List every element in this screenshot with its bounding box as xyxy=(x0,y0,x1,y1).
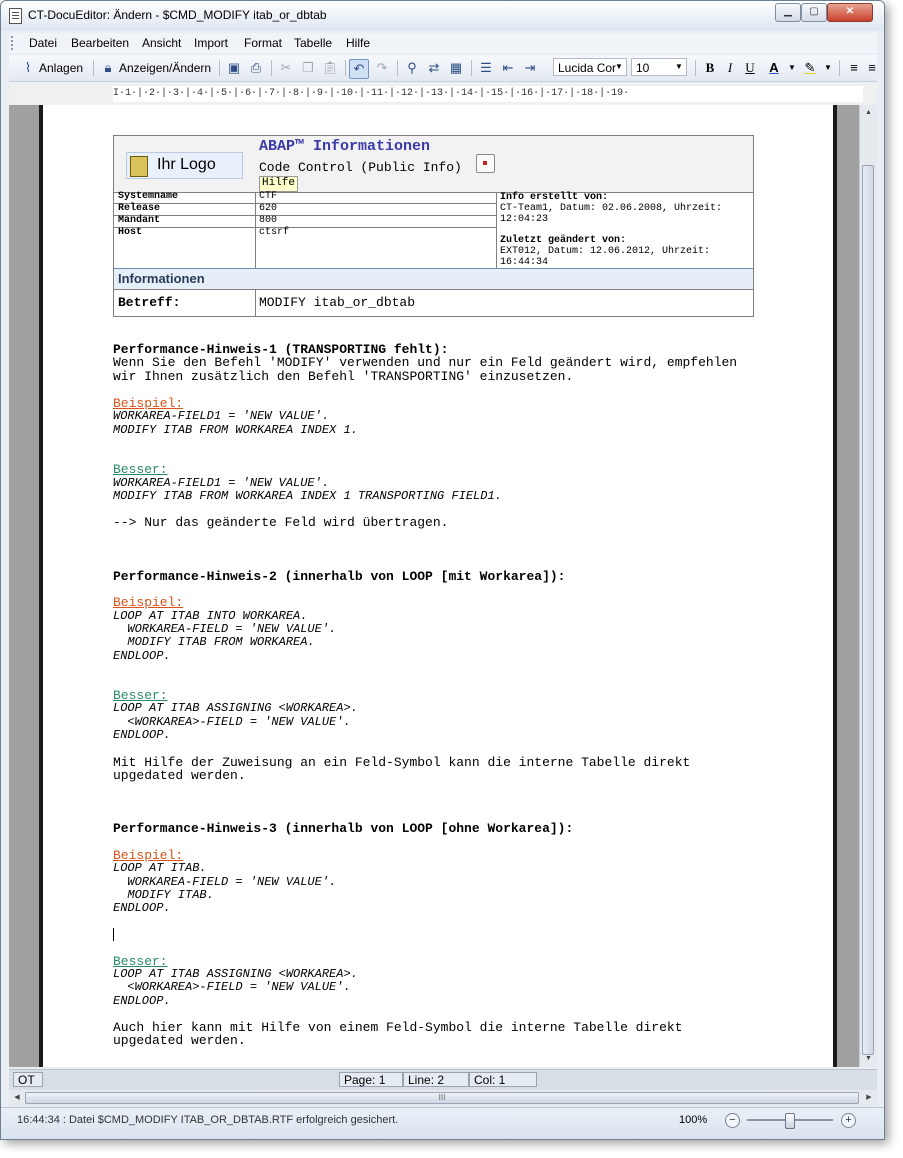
code-line: MODIFY ITAB FROM WORKAREA INDEX 1. xyxy=(113,423,358,437)
text-cursor xyxy=(113,928,114,941)
editor-status-bar xyxy=(9,1069,877,1090)
anlagen-button[interactable]: Anlagen xyxy=(39,61,84,75)
toolbar-separator xyxy=(471,60,472,76)
italic-icon[interactable]: I xyxy=(727,60,733,75)
menu-datei[interactable]: Datei xyxy=(29,36,58,50)
zoom-out-icon[interactable]: − xyxy=(725,1113,740,1128)
informationen-header xyxy=(114,268,753,290)
maximize-button[interactable]: ▢ xyxy=(801,3,827,22)
scroll-left-icon[interactable]: ◀ xyxy=(14,1094,20,1101)
hint1-text: wir Ihnen zusätzlich den Befehl 'TRANSPORTING' einzusetzen. xyxy=(113,369,574,384)
code-control-text: Code Control (Public Info) xyxy=(259,160,462,175)
code-line: LOOP AT ITAB INTO WORKAREA. xyxy=(113,609,308,623)
hint3-heading: Performance-Hinweis-3 (innerhalb von LOOP [ohne Workarea]): xyxy=(113,821,574,836)
hint2-heading: Performance-Hinweis-2 (innerhalb von LOOP [mit Workarea]): xyxy=(113,569,566,584)
zoom-level: 100% xyxy=(679,1114,708,1126)
chevron-down-icon[interactable]: ▼ xyxy=(824,63,832,72)
font-size-select[interactable] xyxy=(631,58,687,76)
window-title: CT-DocuEditor: Ändern - $CMD_MODIFY itab_or_dbtab xyxy=(28,8,327,22)
horizontal-scroll-thumb[interactable]: III xyxy=(25,1092,859,1104)
sys-key: Mandant xyxy=(118,215,161,226)
code-line: <WORKAREA>-FIELD = 'NEW VALUE'. xyxy=(113,980,351,994)
hint2-note: Mit Hilfe der Zuweisung an ein Feld-Symbol kann die interne Tabelle direkt xyxy=(113,755,691,770)
chevron-down-icon: ▼ xyxy=(675,62,683,71)
code-line: LOOP AT ITAB ASSIGNING <WORKAREA>. xyxy=(113,701,358,715)
abap-info-cell xyxy=(255,136,753,193)
info-changed-line2: 16:44:34 xyxy=(500,257,549,268)
line-indicator: Line: 2 xyxy=(403,1072,469,1087)
redo-icon[interactable]: ↷ xyxy=(376,60,388,75)
chevron-down-icon[interactable]: ▼ xyxy=(788,63,796,72)
align-center-icon[interactable]: ≡ xyxy=(868,60,876,75)
window-status-bar xyxy=(1,1107,884,1140)
code-line: WORKAREA-FIELD = 'NEW VALUE'. xyxy=(113,622,337,636)
hilfe-tooltip: Hilfe xyxy=(259,176,298,192)
toolbar xyxy=(9,55,877,82)
hint1-note: --> Nur das geänderte Feld wird übertragen. xyxy=(113,515,449,530)
hint1-text: Wenn Sie den Befehl 'MODIFY' verwenden und nur ein Feld geändert wird, empfehlen xyxy=(113,355,738,370)
underline-icon[interactable]: U xyxy=(745,60,755,75)
vertical-scroll-thumb[interactable] xyxy=(862,165,874,1055)
hint3-note: upgedated werden. xyxy=(113,1033,246,1048)
logo-cell xyxy=(114,136,256,193)
vertical-scrollbar[interactable] xyxy=(859,105,877,1067)
highlight-icon[interactable]: ✎ xyxy=(804,60,816,75)
betreff-label: Betreff: xyxy=(118,295,181,310)
code-line: WORKAREA-FIELD = 'NEW VALUE'. xyxy=(113,875,337,889)
beispiel-label: Beispiel: xyxy=(113,595,184,610)
outdent-icon[interactable]: ⇤ xyxy=(502,60,514,75)
sys-value: CTF xyxy=(259,191,278,202)
beispiel-label: Beispiel: xyxy=(113,848,184,863)
betreff-value: MODIFY itab_or_dbtab xyxy=(259,295,416,310)
toolbar-separator xyxy=(219,60,220,76)
code-line: WORKAREA-FIELD1 = 'NEW VALUE'. xyxy=(113,476,330,490)
betreff-row xyxy=(114,289,753,316)
grid-divider xyxy=(255,289,256,316)
scroll-up-icon[interactable]: ▲ xyxy=(865,109,872,116)
bold-icon[interactable]: B xyxy=(705,60,715,75)
menu-hilfe[interactable]: Hilfe xyxy=(346,36,371,50)
lock-icon: 🔒︎ xyxy=(104,60,112,75)
info-changed-label: Zuletzt geändert von: xyxy=(500,235,627,246)
toolbar-separator xyxy=(695,60,696,76)
sys-row xyxy=(114,192,496,204)
indent-icon[interactable]: ⇥ xyxy=(524,60,536,75)
info-header-table xyxy=(113,135,754,317)
find-icon[interactable]: ⚲ xyxy=(407,60,417,75)
horizontal-scrollbar[interactable] xyxy=(9,1090,877,1106)
sys-key: Release xyxy=(118,203,161,214)
status-message: 16:44:34 : Datei $CMD_MODIFY ITAB_OR_DBTAB.RTF erfolgreich gesichert. xyxy=(17,1114,399,1126)
logo-text: Ihr Logo xyxy=(157,156,216,173)
toolbar-separator xyxy=(397,60,398,76)
print-icon[interactable]: ⎙ xyxy=(250,60,262,75)
font-color-icon[interactable]: A xyxy=(769,60,779,75)
menu-import[interactable]: Import xyxy=(194,36,229,50)
document-icon xyxy=(9,8,22,24)
toolbar-separator xyxy=(345,60,346,76)
save-icon[interactable]: ▣ xyxy=(227,60,241,75)
paste-icon[interactable]: 📋︎ xyxy=(321,60,339,75)
sys-value: 800 xyxy=(259,215,278,226)
sys-row xyxy=(114,228,496,239)
hint3-note: Auch hier kann mit Hilfe von einem Feld-Symbol die interne Tabelle direkt xyxy=(113,1020,683,1035)
code-line: MODIFY ITAB FROM WORKAREA. xyxy=(113,635,315,649)
code-line: WORKAREA-FIELD1 = 'NEW VALUE'. xyxy=(113,409,330,423)
font-name-select[interactable] xyxy=(553,58,627,76)
informationen-label: Informationen xyxy=(118,271,205,286)
replace-icon[interactable]: ⇄ xyxy=(428,60,440,75)
code-line: MODIFY ITAB FROM WORKAREA INDEX 1 TRANSPORTING FIELD1. xyxy=(113,489,502,503)
zoom-slider[interactable] xyxy=(747,1119,833,1121)
menu-tabelle[interactable]: Tabelle xyxy=(294,36,333,50)
zoom-in-icon[interactable]: + xyxy=(841,1113,856,1128)
system-info-grid xyxy=(114,192,496,268)
font-name-value: Lucida Cor xyxy=(558,61,617,75)
page-indicator: Page: 1 xyxy=(339,1072,403,1087)
code-line: ENDLOOP. xyxy=(113,994,171,1008)
cut-icon[interactable]: ✂ xyxy=(280,60,292,75)
font-size-value: 10 xyxy=(636,61,650,75)
menu-format[interactable]: Format xyxy=(244,36,283,50)
code-line: ENDLOOP. xyxy=(113,901,171,915)
calendar-icon[interactable]: ▦ xyxy=(449,60,463,75)
sys-key: Host xyxy=(118,227,143,238)
sys-key: Systemname xyxy=(118,191,179,202)
code-line: ENDLOOP. xyxy=(113,649,171,663)
sys-value: ctsrf xyxy=(259,227,290,238)
column-indicator: Col: 1 xyxy=(469,1072,537,1087)
anzeigen-aendern-button[interactable]: Anzeigen/Ändern xyxy=(119,61,212,75)
code-line: <WORKAREA>-FIELD = 'NEW VALUE'. xyxy=(113,715,351,729)
ruler-ticks: I·1·|·2·|·3·|·4·|·5·|·6·|·7·|·8·|·9·|·10·|·11·|·12·|·13·|·14·|·15·|·16·|·17·|·18·|·19· xyxy=(113,88,630,99)
created-changed-info xyxy=(496,192,754,268)
scroll-right-icon[interactable]: ▶ xyxy=(866,1094,872,1101)
page-right-margin xyxy=(833,105,859,1067)
besser-label: Besser: xyxy=(113,954,168,969)
info-created-label: Info erstellt von: xyxy=(500,192,609,203)
toolbar-separator xyxy=(271,60,272,76)
code-control-button[interactable] xyxy=(476,154,495,173)
logo-image-icon xyxy=(130,156,148,177)
undo-icon[interactable]: ↶ xyxy=(349,59,369,79)
code-line: LOOP AT ITAB. xyxy=(113,861,207,875)
beispiel-label: Beispiel: xyxy=(113,396,184,411)
toolbar-separator xyxy=(93,60,94,76)
align-left-icon[interactable]: ≡ xyxy=(850,60,858,75)
hint2-note: upgedated werden. xyxy=(113,768,246,783)
page-left-margin xyxy=(9,105,43,1067)
zoom-slider-knob[interactable] xyxy=(785,1113,795,1129)
ruler[interactable] xyxy=(9,83,877,106)
besser-label: Besser: xyxy=(113,688,168,703)
close-button[interactable]: ✕ xyxy=(827,3,873,22)
menu-ansicht[interactable]: Ansicht xyxy=(142,36,182,50)
menu-bar xyxy=(9,33,877,53)
code-line: ENDLOOP. xyxy=(113,728,171,742)
copy-icon[interactable]: ❐ xyxy=(302,60,314,75)
minimize-button[interactable]: ▁ xyxy=(775,3,801,22)
paperclip-icon: ⌇ xyxy=(24,60,32,75)
info-created-line1: CT-Team1, Datum: 02.06.2008, Uhrzeit: xyxy=(500,203,723,214)
hint1-heading: Performance-Hinweis-1 (TRANSPORTING fehlt): xyxy=(113,342,449,357)
menu-bearbeiten[interactable]: Bearbeiten xyxy=(71,36,130,50)
menubar-grip-icon xyxy=(11,36,16,50)
besser-label: Besser: xyxy=(113,462,168,477)
logo xyxy=(126,152,243,179)
sys-row xyxy=(114,216,496,228)
title-bar xyxy=(1,1,884,31)
sys-value: 620 xyxy=(259,203,278,214)
code-line: LOOP AT ITAB ASSIGNING <WORKAREA>. xyxy=(113,967,358,981)
scroll-down-icon[interactable]: ▼ xyxy=(865,1055,872,1062)
mode-indicator: OT xyxy=(13,1072,43,1087)
info-changed-line1: EXT012, Datum: 12.06.2012, Uhrzeit: xyxy=(500,246,711,257)
toolbar-separator xyxy=(839,60,840,76)
abap-title: ABAP™ Informationen xyxy=(259,138,431,155)
sys-row xyxy=(114,204,496,216)
chevron-down-icon: ▼ xyxy=(615,62,623,71)
bullet-list-icon[interactable]: ☰ xyxy=(480,60,492,75)
code-line: MODIFY ITAB. xyxy=(113,888,214,902)
info-created-line2: 12:04:23 xyxy=(500,214,549,225)
